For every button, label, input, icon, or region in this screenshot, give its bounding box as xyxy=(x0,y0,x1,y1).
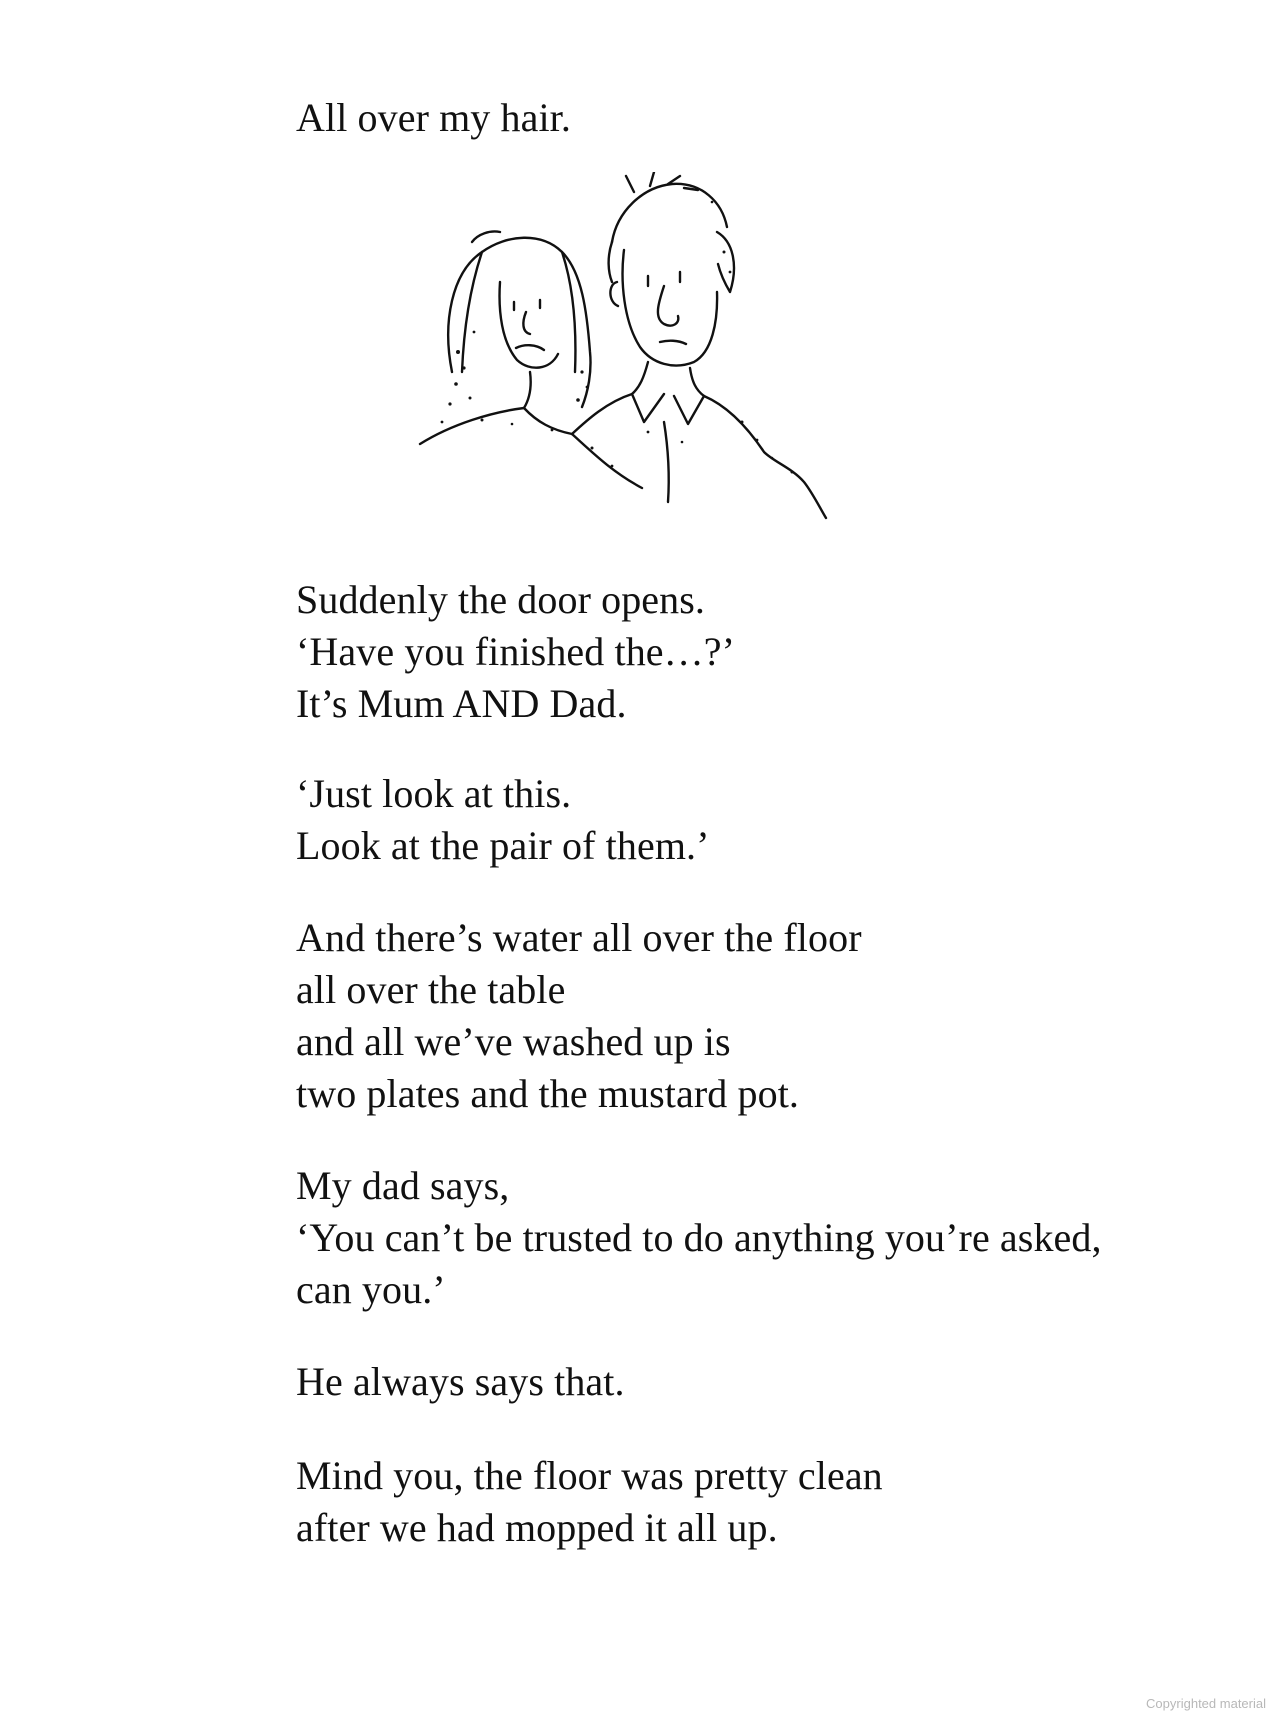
poem-line: can you.’ xyxy=(296,1267,446,1312)
mum-and-dad-illustration xyxy=(412,172,872,532)
poem-line: Look at the pair of them.’ xyxy=(296,823,710,868)
poem-line: after we had mopped it all up. xyxy=(296,1505,778,1550)
copyright-watermark: Copyrighted material xyxy=(1146,1696,1266,1711)
poem-line: ‘Just look at this. xyxy=(296,771,572,816)
poem-line: Mind you, the floor was pretty clean xyxy=(296,1453,883,1498)
poem-line: all over the table xyxy=(296,967,566,1012)
poem-line: ‘You can’t be trusted to do anything you’re asked, xyxy=(296,1215,1102,1260)
poem-line: and all we’ve washed up is xyxy=(296,1019,731,1064)
poem-line: And there’s water all over the floor xyxy=(296,915,862,960)
poem-line: ‘Have you finished the…?’ xyxy=(296,629,736,674)
poem-line: two plates and the mustard pot. xyxy=(296,1071,800,1116)
poem-line: All over my hair. xyxy=(296,95,571,140)
poem-line: Suddenly the door opens. xyxy=(296,577,706,622)
poem-line: It’s Mum AND Dad. xyxy=(296,681,627,726)
poem-line: He always says that. xyxy=(296,1359,625,1404)
poem-line: My dad says, xyxy=(296,1163,510,1208)
